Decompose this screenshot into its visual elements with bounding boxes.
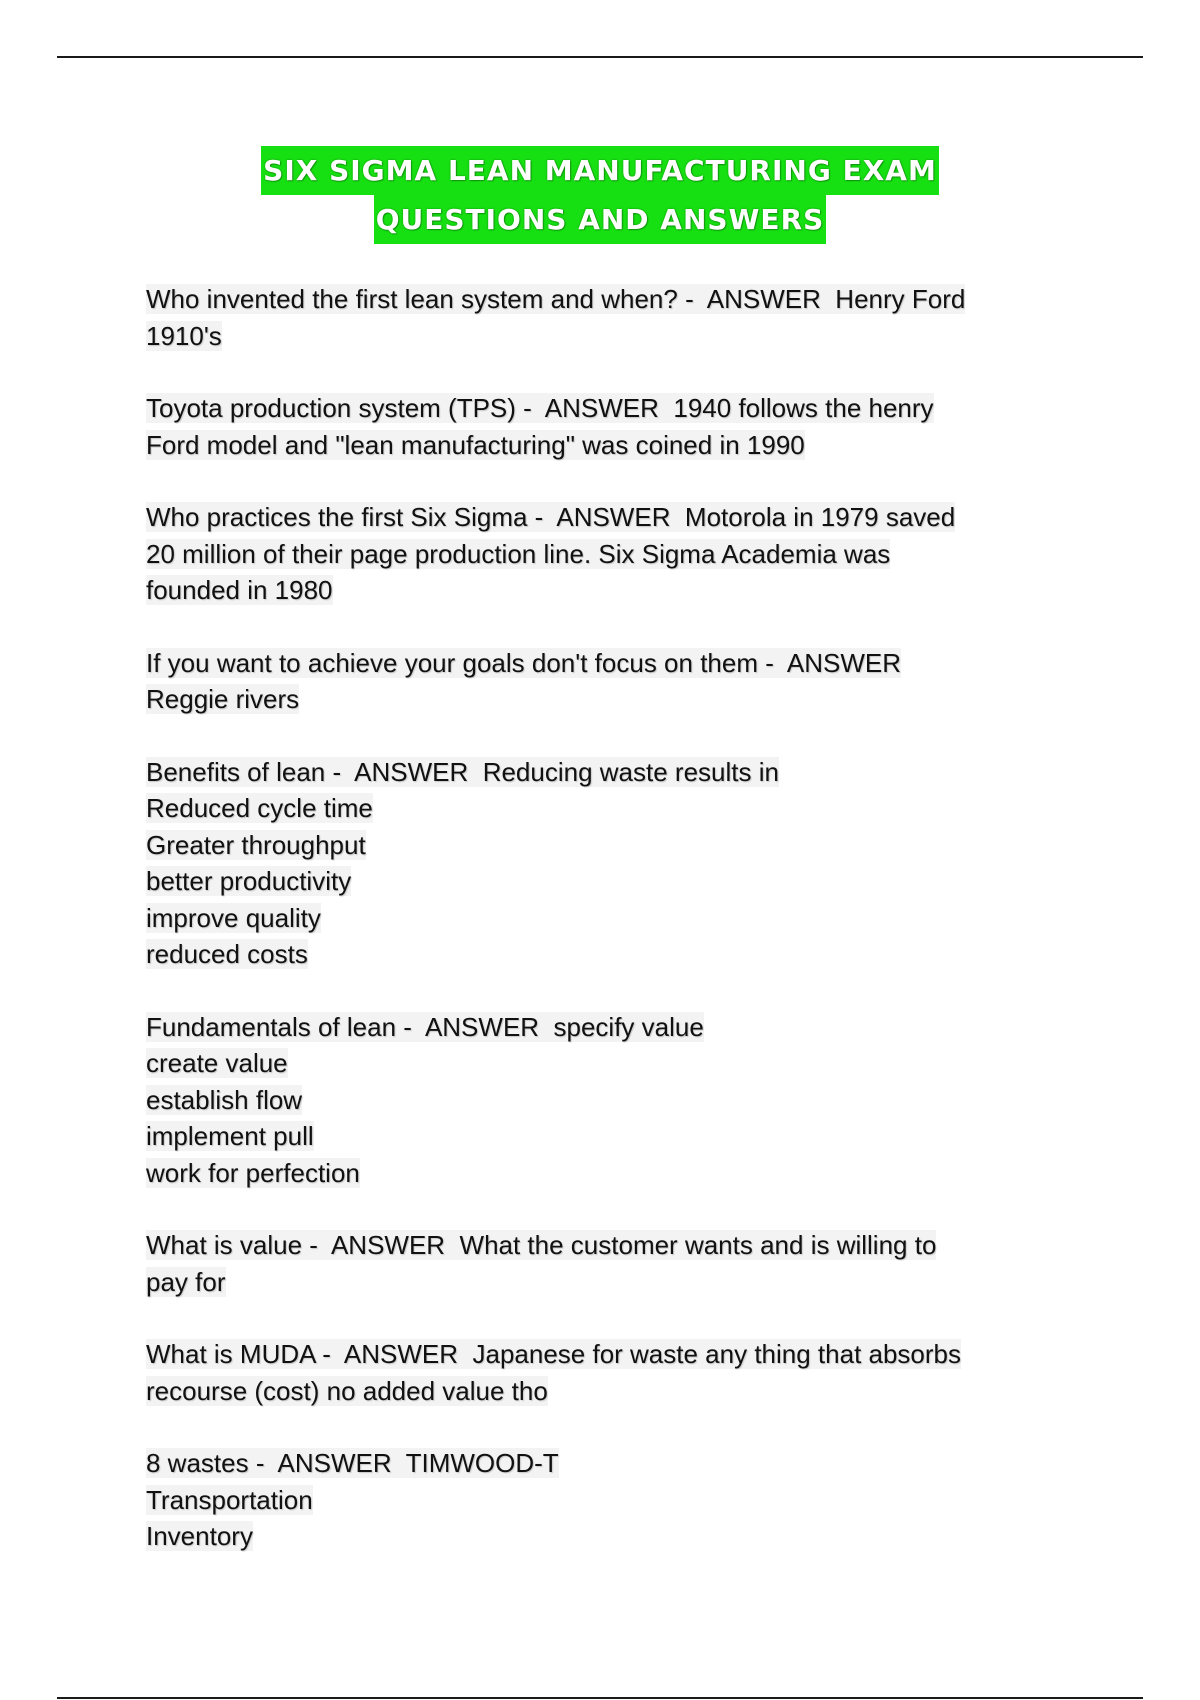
qa-line	[146, 1482, 1066, 1519]
qa-line	[146, 1373, 1066, 1410]
qa-line-text: 8 wastes - ANSWER TIMWOOD-T	[146, 1448, 559, 1478]
qa-line-text: What is MUDA - ANSWER Japanese for waste any thing that absorbs	[146, 1339, 962, 1369]
qa-line	[146, 754, 1066, 791]
qa-line	[146, 827, 1066, 864]
bottom-rule	[57, 1697, 1143, 1699]
qa-line	[146, 900, 1066, 937]
qa-line	[146, 1264, 1066, 1301]
qa-line-text: Reduced cycle time	[146, 793, 373, 823]
qa-line-text: Benefits of lean - ANSWER Reducing waste results in	[146, 756, 779, 787]
qa-line-text: Who invented the first lean system and when? - ANSWER Henry Ford	[146, 284, 966, 314]
qa-line	[146, 318, 1066, 355]
qa-line-text: Fundamentals of lean - ANSWER specify value	[146, 1011, 704, 1042]
qa-item	[146, 1445, 1066, 1555]
qa-line	[146, 536, 1066, 573]
qa-line-text: What is value - ANSWER What the customer wants and is willing to	[146, 1230, 937, 1260]
title-line-2: QUESTIONS AND ANSWERS	[374, 195, 827, 244]
qa-item	[146, 499, 1066, 609]
qa-line-text: Reggie rivers	[146, 684, 300, 714]
qa-item	[146, 1336, 1066, 1409]
qa-line-text: implement pull	[146, 1121, 314, 1151]
qa-line	[146, 1118, 1066, 1155]
qa-line-text: create value	[146, 1048, 288, 1078]
qa-line	[146, 1009, 1066, 1046]
qa-line	[146, 390, 1066, 427]
qa-line	[146, 427, 1066, 464]
qa-line	[146, 572, 1066, 609]
qa-line	[146, 1227, 1066, 1264]
qa-line-text: Ford model and "lean manufacturing" was coined in 1990	[146, 429, 805, 460]
qa-line	[146, 681, 1066, 718]
qa-line-text: pay for	[146, 1266, 226, 1297]
qa-line-text: 20 million of their page production line. Six Sigma Academia was	[146, 538, 891, 569]
qa-item	[146, 1227, 1066, 1300]
qa-line	[146, 1445, 1066, 1482]
qa-line	[146, 1045, 1066, 1082]
qa-line	[146, 1082, 1066, 1119]
qa-line-text: improve quality	[146, 902, 321, 933]
qa-line	[146, 863, 1066, 900]
document-title	[0, 146, 1200, 244]
qa-line-text: Transportation	[146, 1484, 313, 1515]
qa-line	[146, 936, 1066, 973]
qa-line	[146, 1336, 1066, 1373]
qa-item	[146, 1009, 1066, 1192]
qa-item	[146, 645, 1066, 718]
qa-line	[146, 1518, 1066, 1555]
qa-line-text: recourse (cost) no added value tho	[146, 1375, 548, 1406]
qa-line-text: If you want to achieve your goals don't focus on them - ANSWER	[146, 647, 902, 678]
qa-line	[146, 645, 1066, 682]
qa-line-text: better productivity	[146, 866, 352, 896]
title-line-1: SIX SIGMA LEAN MANUFACTURING EXAM	[261, 146, 939, 195]
qa-line	[146, 281, 1066, 318]
qa-line	[146, 1155, 1066, 1192]
qa-item	[146, 281, 1066, 354]
qa-line-text: Greater throughput	[146, 829, 366, 860]
top-rule	[57, 56, 1143, 58]
qa-line	[146, 499, 1066, 536]
qa-line-text: Inventory	[146, 1521, 253, 1551]
qa-item	[146, 754, 1066, 973]
qa-line-text: Toyota production system (TPS) - ANSWER 1940 follows the henry	[146, 393, 934, 423]
qa-line-text: work for perfection	[146, 1157, 360, 1188]
qa-line-text: founded in 1980	[146, 575, 333, 605]
qa-list	[146, 281, 1066, 1591]
qa-line-text: 1910's	[146, 320, 222, 351]
qa-line-text: establish flow	[146, 1084, 303, 1115]
qa-line-text: Who practices the first Six Sigma - ANSWER Motorola in 1979 saved	[146, 502, 956, 532]
qa-line	[146, 790, 1066, 827]
qa-line-text: reduced costs	[146, 939, 308, 969]
qa-item	[146, 390, 1066, 463]
